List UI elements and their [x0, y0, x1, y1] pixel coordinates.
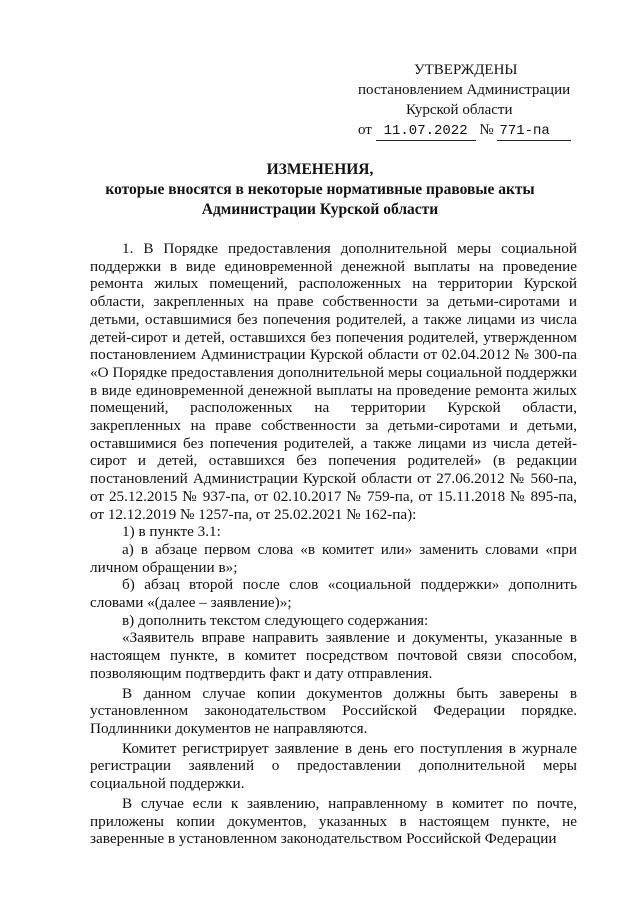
- paragraph-5: в) дополнить текстом следующего содержания:: [122, 611, 429, 629]
- paragraph-6: «Заявитель вправе направить заявление и документы, указанные в настоящем пункте, в комитет посредством почтовой связи способом, позволяющим подтвердить факт и дату отправления.: [90, 629, 577, 682]
- heading-subtitle-2: Администрации Курской области: [201, 201, 439, 218]
- paragraph-4: б) абзац второй после слов «социальной поддержки» дополнить словами «(далее – заявление)»;: [90, 576, 577, 612]
- document-body: [90, 240, 577, 848]
- number-sign: №: [479, 122, 494, 138]
- approval-act: постановлением Администрации: [358, 82, 571, 98]
- paragraph-3: а) в абзаце первом слова «в комитет или» заменить словами «при личном обращении в»;: [90, 540, 577, 576]
- paragraph-9: В случае если к заявлению, направленному в комитет по почте, приложены копии документов, указанных в настоящем пункте, не заверенные в установленном законодательством Российской Федерации: [90, 794, 577, 848]
- date-prefix: от: [358, 122, 372, 138]
- heading-subtitle: которые вносятся в некоторые нормативные правовые акты: [105, 181, 535, 198]
- paragraph-2: 1) в пункте 3.1:: [122, 523, 221, 541]
- paragraph-8: Комитет регистрирует заявление в день его поступления в журнале регистрации заявлений о предоставлении дополнительной меры социальной поддержки.: [90, 739, 577, 793]
- heading-title: ИЗМЕНЕНИЯ,: [266, 161, 374, 178]
- paragraph-1: 1. В Порядке предоставления дополнительной меры социальной поддержки в виде единовременной денежной выплаты на проведение ремонта жилых помещений, расположенных на территории Курской области, закрепленных на праве собственности за детьми-сиротами и детьми, оставшимися без попечения родителей, а также лицами из числа детей-сирот и детей, оставшихся без попечения родителей, утвержденном постановлением Администрации Курской области от 02.04.2012 № 300-па «О Порядке предоставления дополнительной меры социальной поддержки в виде единовременной денежной выплаты на проведение ремонта жилых помещений, расположенных на территории Курской области, закрепленных на праве собственности за детьми-сиротами и детьми, оставшимися без попечения родителей, а также лицами из числа детей-сирот и детей, оставшихся без попечения родителей» (в редакции постановлений Администрации Курской области от 27.06.2012 № 560-па, от 25.12.2015 № 937-па, от 02.10.2017 № 759-па, от 15.11.2018 № 895-па, от 12.12.2019 № 1257-па, от 25.02.2021 № 162-па):: [90, 240, 577, 523]
- approval-date: 11.07.2022: [376, 123, 476, 141]
- document-heading: [40, 160, 600, 220]
- approval-region: Курской области: [406, 102, 513, 118]
- approval-date-line: [352, 120, 592, 141]
- approval-number: 771-па: [497, 123, 571, 141]
- approval-stamp: [352, 60, 592, 141]
- approval-title: УТВЕРЖДЕНЫ: [414, 62, 518, 78]
- paragraph-7: В данном случае копии документов должны быть заверены в установленном законодательством Российской Федерации порядке. Подлинники документов не направляются.: [90, 684, 577, 737]
